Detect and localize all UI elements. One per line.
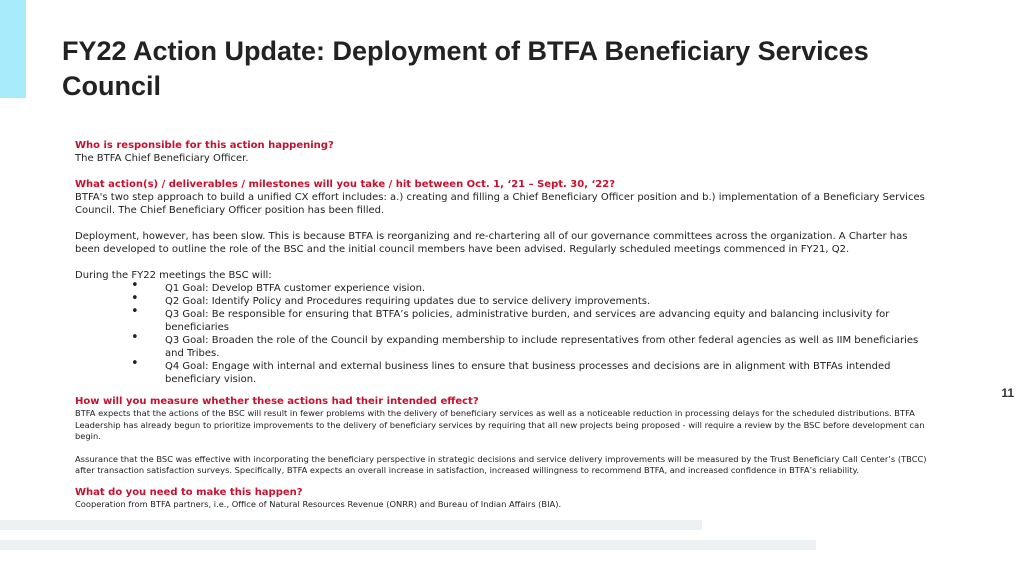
answer-needs: Cooperation from BTFA partners, i.e., Office of Natural Resources Revenue (ONRR) and Bureau of Indian Affairs (BIA). — [75, 498, 562, 509]
goals-list — [75, 278, 935, 386]
question-measure: How will you measure whether these actions had their intended effect? — [75, 396, 479, 407]
question-actions: What action(s) / deliverables / milestones will you take / hit between Oct. 1, ‘21 – Sept. 30, ‘22? — [75, 179, 615, 190]
answer-actions-p2: Deployment, however, has been slow. This is because BTFA is reorganizing and re-chartering all of our governance committees across the organization. A Charter has been developed to outline the role of the BSC and the initial council members have been advised. Regularly scheduled meetings commenced in FY21, Q2. — [75, 231, 908, 255]
question-responsible: Who is responsible for this action happening? — [75, 140, 334, 151]
slide-body — [75, 139, 935, 510]
bullet-icon: • — [131, 356, 139, 371]
goal-item: • Q1 Goal: Develop BTFA customer experience vision. — [131, 278, 426, 294]
goal-item: • Q2 Goal: Identify Policy and Procedures requiring updates due to service delivery improvements. — [131, 291, 651, 307]
goal-item: • Q3 Goal: Be responsible for ensuring that BTFA’s policies, administrative burden, and services are advancing equity and balancing inclusivity for beneficiaries — [131, 304, 890, 333]
goals-intro: During the FY22 meetings the BSC will: — [75, 270, 272, 281]
accent-bar — [0, 0, 26, 98]
answer-measure-p2: Assurance that the BSC was effective with incorporating the beneficiary perspective in strategic decisions and service delivery improvements will be measured by the Trust Beneficiary Call Center’s (TBCC) after transaction satisfaction surveys. Specifically, BTFA expects an overall increase in satisfaction, increased willingness to recommend BTFA, and increased confidence in BTFA’s reliability. — [75, 453, 927, 475]
answer-responsible: The BTFA Chief Beneficiary Officer. — [75, 153, 249, 164]
bullet-icon: • — [131, 330, 139, 345]
footer-band — [0, 540, 816, 550]
footer-band — [0, 520, 702, 530]
page-title: FY22 Action Update: Deployment of BTFA Beneficiary Services Council — [62, 36, 869, 101]
bullet-icon: • — [131, 304, 139, 319]
goal-item: • Q4 Goal: Engage with internal and external business lines to ensure that business processes and decisions are in alignment with BTFAs intended beneficiary vision. — [131, 356, 891, 385]
page-number: 11 — [1001, 386, 1014, 400]
question-needs: What do you need to make this happen? — [75, 486, 303, 498]
answer-measure-p1: BTFA expects that the actions of the BSC will result in fewer problems with the delivery of beneficiary services as well as a noticeable reduction in processing delays for the scheduled distributions. BTFA Leadership has already begun to prioritize improvements to the delivery of beneficiary services by requiring that all new projects being proposed - will require a review by the BSC before development can begin. — [75, 408, 925, 441]
bullet-icon: • — [131, 278, 139, 293]
answer-actions-p1: BTFA's two step approach to build a unified CX effort includes: a.) creating and filling a Chief Beneficiary Officer position and b.) implementation of a Beneficiary Services Council. The Chief Beneficiary Officer position has been filled. — [75, 192, 925, 216]
goal-item: • Q3 Goal: Broaden the role of the Council by expanding membership to include representatives from other federal agencies as well as IIM beneficiaries and Tribes. — [131, 330, 919, 359]
bullet-icon: • — [131, 291, 139, 306]
